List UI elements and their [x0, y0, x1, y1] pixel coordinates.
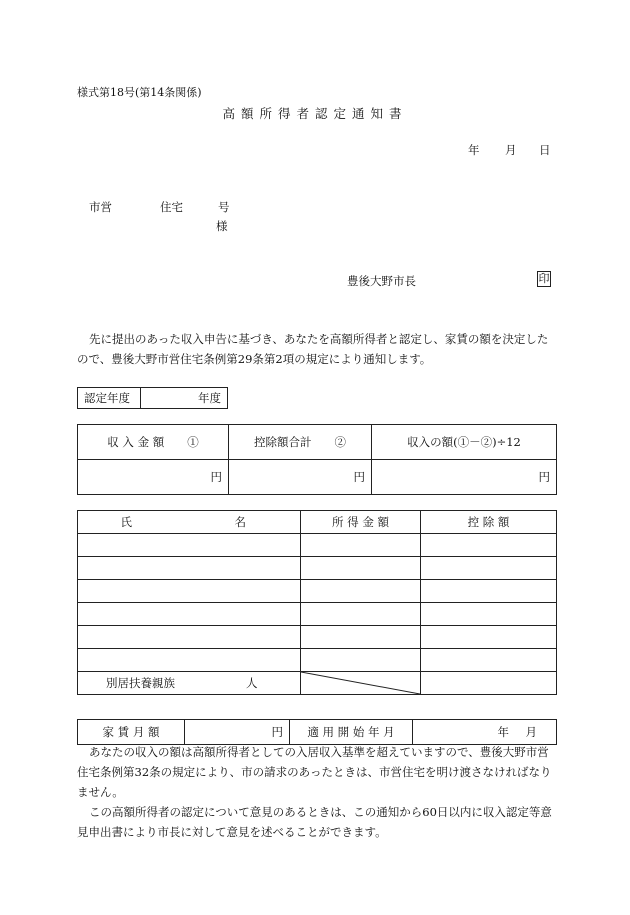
start-year: 年: [497, 725, 509, 739]
notice-paragraph-3: この高額所得者の認定について意見のあるときは、この通知から60日以内に収入認定等意見申出書により市長に対して意見を述べることができます。: [77, 805, 552, 839]
date-year: 年: [468, 143, 480, 157]
year-box-unit: 年度: [141, 388, 228, 409]
diagonal-cell: [301, 672, 421, 695]
member-header-name-1: 氏: [120, 515, 132, 529]
seal-box: 印: [538, 272, 550, 285]
table-row: [78, 626, 557, 649]
address-go: 号: [218, 200, 230, 214]
income-cell-2: 円: [229, 460, 372, 495]
notice-paragraph: 先に提出のあった収入申告に基づき、あなたを高額所得者と認定し、家賃の額を決定したので、豊後大野市営住宅条例第29条第2項の規定により通知します。: [77, 332, 549, 366]
member-header-name-2: 名: [234, 515, 246, 529]
table-row: [78, 649, 557, 672]
year-box: [77, 387, 228, 409]
member-table: [77, 510, 557, 695]
rent-label: 家 賃 月 額: [78, 720, 185, 745]
income-header-1: 収 入 金 額 ①: [78, 425, 229, 460]
address-jutaku: 住宅: [160, 200, 183, 214]
table-row: [78, 603, 557, 626]
start-label: 適 用 開 始 年 月: [290, 720, 413, 745]
document-title: 高額所得者認定通知書: [222, 106, 408, 121]
table-row: [78, 534, 557, 557]
bekkyo-cell: [78, 672, 301, 695]
year-box-label: 認定年度: [78, 388, 141, 409]
form-number: 様式第18号(第14条関係): [77, 86, 202, 99]
diagonal-line: [301, 672, 420, 694]
table-row: [78, 580, 557, 603]
address-ichiei: 市営: [89, 200, 112, 214]
date-day: 日: [539, 143, 551, 157]
member-header-deduction: 控 除 額: [421, 511, 557, 534]
recipient-sama: 様: [216, 219, 228, 233]
date-month: 月: [505, 143, 517, 157]
income-table: [77, 424, 557, 495]
start-month: 月: [525, 725, 537, 739]
income-header-3: 収入の額(①－②)÷12: [372, 425, 557, 460]
bekkyo-label: 別居扶養親族: [106, 676, 175, 690]
income-cell-1: 円: [78, 460, 229, 495]
income-header-2: 控除額合計 ②: [229, 425, 372, 460]
notice-paragraph-2: あなたの収入の額は高額所得者としての入居収入基準を超えていますので、豊後大野市営住宅条例第32条の規定により、市の請求のあったときは、市営住宅を明け渡さなければなりません。: [77, 745, 552, 799]
table-row: [78, 557, 557, 580]
member-header-name: [78, 511, 301, 534]
income-cell-3: 円: [372, 460, 557, 495]
mayor-name: 豊後大野市長: [347, 274, 416, 288]
rent-yen: 円: [185, 720, 290, 745]
member-header-income: 所 得 金 額: [301, 511, 421, 534]
bekkyo-unit: 人: [246, 676, 258, 690]
start-value: [413, 720, 557, 745]
